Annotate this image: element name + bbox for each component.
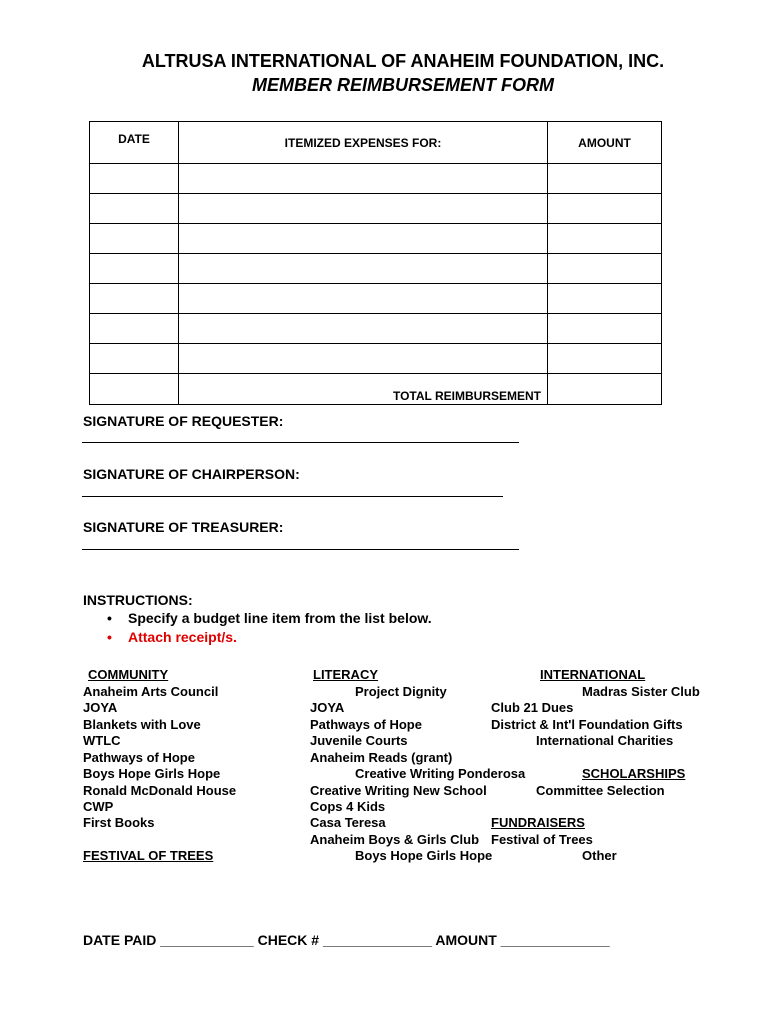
table-header-row <box>90 122 662 164</box>
table-row <box>90 344 662 374</box>
list-item: Anaheim Arts Council <box>83 684 219 699</box>
column-header-amount: AMOUNT <box>548 122 662 164</box>
column-header-date: DATE <box>90 122 179 164</box>
amount-field[interactable]: AMOUNT ______________ <box>435 932 610 948</box>
total-amount-cell[interactable] <box>548 374 662 405</box>
date-cell[interactable] <box>90 164 179 194</box>
list-item: District & Int'l Foundation Gifts <box>491 717 683 732</box>
literacy-heading: LITERACY <box>313 667 378 682</box>
fundraisers-heading: FUNDRAISERS <box>491 815 585 830</box>
list-item: Casa Teresa <box>310 815 386 830</box>
date-cell[interactable] <box>90 194 179 224</box>
amount-cell[interactable] <box>548 284 662 314</box>
column-header-items: ITEMIZED EXPENSES FOR: <box>179 122 548 164</box>
community-heading: COMMUNITY <box>88 667 169 682</box>
list-item: CWP <box>83 799 114 814</box>
total-row <box>90 374 662 405</box>
signature-requester-label: SIGNATURE OF REQUESTER: <box>83 413 284 429</box>
list-item: Club 21 Dues <box>491 700 574 715</box>
expense-table <box>89 121 662 405</box>
expense-cell[interactable] <box>179 284 548 314</box>
expense-cell[interactable] <box>179 164 548 194</box>
amount-cell[interactable] <box>548 254 662 284</box>
list-item: First Books <box>83 815 155 830</box>
date-cell[interactable] <box>90 254 179 284</box>
table-row <box>90 254 662 284</box>
expense-cell[interactable] <box>179 194 548 224</box>
table-row <box>90 314 662 344</box>
date-cell[interactable] <box>90 284 179 314</box>
list-item: Pathways of Hope <box>83 750 195 765</box>
amount-cell[interactable] <box>548 314 662 344</box>
date-cell[interactable] <box>90 344 179 374</box>
list-item: JOYA <box>83 700 118 715</box>
list-item: Committee Selection <box>536 783 665 798</box>
signature-treasurer-label: SIGNATURE OF TREASURER: <box>83 519 284 535</box>
amount-cell[interactable] <box>548 194 662 224</box>
amount-cell[interactable] <box>548 224 662 254</box>
list-item: Festival of Trees <box>491 832 593 847</box>
list-item: International Charities <box>536 733 674 748</box>
expense-cell[interactable] <box>179 344 548 374</box>
list-item: Other <box>582 848 617 863</box>
list-item: Anaheim Boys & Girls Club <box>310 832 480 847</box>
instruction-text: Attach receipt/s. <box>128 629 237 645</box>
international-heading: INTERNATIONAL <box>540 667 646 682</box>
list-item: Creative Writing Ponderosa <box>355 766 526 781</box>
amount-cell[interactable] <box>548 164 662 194</box>
list-item: Cops 4 Kids <box>310 799 386 814</box>
form-subtitle: MEMBER REIMBURSEMENT FORM <box>252 75 554 95</box>
instruction-item <box>107 629 237 645</box>
bullet-icon: • <box>107 629 112 645</box>
scholarships-heading: SCHOLARSHIPS <box>582 766 686 781</box>
payment-footer <box>83 932 610 948</box>
list-item: Project Dignity <box>355 684 447 699</box>
list-item: WTLC <box>83 733 121 748</box>
amount-cell[interactable] <box>548 344 662 374</box>
list-item: Boys Hope Girls Hope <box>83 766 221 781</box>
festival-of-trees-heading: FESTIVAL OF TREES <box>83 848 214 863</box>
total-blank-cell <box>90 374 179 405</box>
expense-cell[interactable] <box>179 254 548 284</box>
list-item: Blankets with Love <box>83 717 201 732</box>
date-cell[interactable] <box>90 314 179 344</box>
list-item: Boys Hope Girls Hope <box>355 848 493 863</box>
total-reimbursement-label: TOTAL REIMBURSEMENT <box>179 374 548 405</box>
bullet-icon: • <box>107 610 112 626</box>
instruction-item <box>107 610 432 626</box>
date-paid-field[interactable]: DATE PAID ____________ <box>83 932 254 948</box>
list-item: Ronald McDonald House <box>83 783 237 798</box>
list-item: Creative Writing New School <box>310 783 487 798</box>
check-number-field[interactable]: CHECK # ______________ <box>257 932 432 948</box>
list-item: Pathways of Hope <box>310 717 422 732</box>
list-item: Madras Sister Club <box>582 684 700 699</box>
form-title: ALTRUSA INTERNATIONAL OF ANAHEIM FOUNDATION, INC. <box>141 51 665 71</box>
list-item: Anaheim Reads (grant) <box>310 750 453 765</box>
expense-cell[interactable] <box>179 314 548 344</box>
signature-requester-line[interactable] <box>82 442 519 443</box>
expense-cell[interactable] <box>179 224 548 254</box>
list-item: Juvenile Courts <box>310 733 408 748</box>
list-item: JOYA <box>310 700 345 715</box>
table-row <box>90 284 662 314</box>
table-row <box>90 224 662 254</box>
signature-treasurer-line[interactable] <box>82 549 519 550</box>
table-row <box>90 194 662 224</box>
instruction-text: Specify a budget line item from the list below. <box>128 610 432 626</box>
instructions-heading: INSTRUCTIONS: <box>83 592 193 608</box>
table-row <box>90 164 662 194</box>
signature-chairperson-line[interactable] <box>82 496 503 497</box>
signature-chairperson-label: SIGNATURE OF CHAIRPERSON: <box>83 466 300 482</box>
date-cell[interactable] <box>90 224 179 254</box>
